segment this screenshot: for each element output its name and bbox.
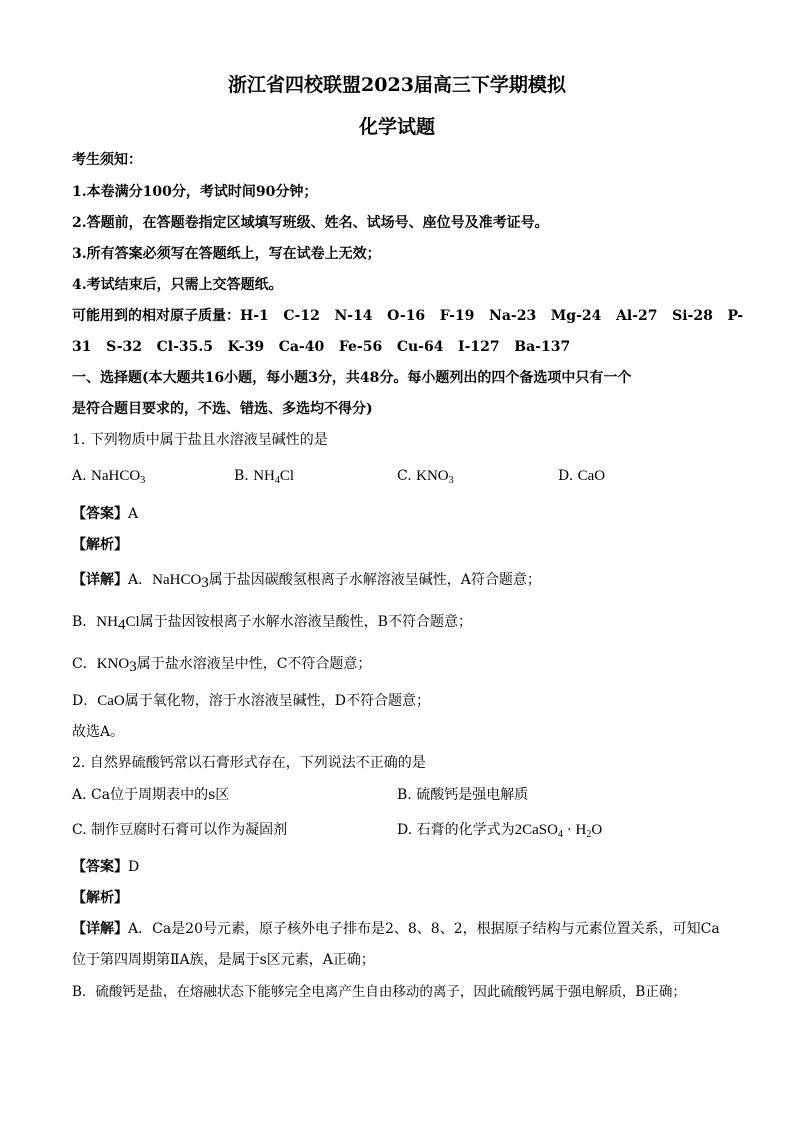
detail-tag: 【详解】 [72, 572, 128, 588]
question-1-stem: 1. 下列物质中属于盐且水溶液呈碱性的是 [72, 432, 328, 448]
q1-option-a-subscript: 3 [140, 475, 146, 486]
q2-analysis-tag: 【解析】 [72, 890, 128, 906]
q1-option-b-formula: NH [253, 468, 275, 484]
q2-option-d-subscript-1: 4 [557, 829, 563, 840]
q1-option-a-formula: NaHCO [91, 468, 141, 484]
q2-option-d-subscript-2: 2 [586, 829, 592, 840]
q1-analysis-tag: 【解析】 [72, 537, 128, 553]
exam-title: 浙江省四校联盟2023届高三下学期模拟 [228, 74, 566, 96]
explanation-formula: CaO [97, 693, 125, 709]
q2-option-d-formula-tail: O [591, 822, 603, 838]
explanation-text: 属于氧化物，溶于水溶液呈碱性，D不符合题意； [124, 693, 430, 709]
q1-option-a [72, 466, 145, 491]
explanation-text: 属于盐因铵根离子水解水溶液呈酸性，B不符合题意； [139, 614, 472, 630]
notice-item-1: 1.本卷满分100分，考试时间90分钟； [72, 184, 318, 200]
section-heading-line-2: 是符合题目要求的，不选、错选、多选均不得分) [72, 401, 373, 417]
explanation-lead: A． [128, 572, 153, 588]
explanation-subscript: 3 [201, 575, 209, 591]
explanation-lead: B． [72, 614, 97, 630]
explanation-subscript: 3 [129, 659, 137, 675]
q2-option-c: C. 制作豆腐时石膏可以作为凝固剂 [72, 822, 288, 838]
q1-answer [72, 504, 138, 524]
explanation-formula: KNO [96, 656, 130, 672]
q1-explanation-c [72, 654, 371, 677]
q1-option-c [397, 466, 454, 491]
q1-option-c-formula: KNO [416, 468, 449, 484]
atomic-masses-line-2: 31 S-32 Cl-35.5 K-39 Ca-40 Fe-56 Cu-64 I-127 Ba-137 [72, 339, 571, 355]
atomic-masses-line-1: 可能用到的相对原子质量：H-1 C-12 N-14 O-16 F-19 Na-23 Mg-24 Al-27 Si-28 P- [72, 308, 744, 324]
notice-item-3: 3.所有答案必须写在答题纸上，写在试卷上无效； [72, 246, 381, 262]
notice-item-2: 2.答题前，在答题卷指定区域填写班级、姓名、试场号、座位号及准考证号。 [72, 215, 549, 231]
q1-option-a-label: A. [72, 468, 87, 484]
q2-option-d-formula-mid: · H [562, 822, 587, 838]
q2-answer [72, 857, 139, 877]
q1-option-d [558, 466, 605, 486]
q1-explanation-b [72, 612, 472, 635]
notice-item-4: 4.考试结束后，只需上交答题纸。 [72, 277, 283, 293]
q1-option-d-label: D. [558, 468, 574, 484]
detail-text: A．Ca是20号元素，原子核外电子排布是2、8、8、2，根据原子结构与元素位置关系，可知Ca [128, 921, 720, 937]
detail-tag: 【详解】 [72, 921, 128, 937]
q1-option-b-subscript: 4 [274, 475, 280, 486]
q1-explanation-a [72, 570, 541, 593]
explanation-formula-tail: Cl [125, 614, 140, 630]
q2-detail-line-1 [72, 919, 720, 939]
explanation-lead: C． [72, 656, 97, 672]
notice-heading: 考生须知： [72, 152, 142, 168]
q1-option-b-label: B. [234, 468, 249, 484]
explanation-subscript: 4 [117, 617, 126, 633]
q1-option-c-label: C. [397, 468, 412, 484]
q1-option-b [234, 466, 294, 491]
explanation-text: 属于盐水溶液呈中性，C不符合题意； [136, 656, 372, 672]
q2-option-d [397, 820, 602, 845]
explanation-lead: D． [72, 693, 98, 709]
q1-option-d-formula: CaO [577, 468, 606, 484]
section-heading-line-1: 一、选择题(本大题共16小题，每小题3分，共48分。每小题列出的四个备选项中只有一个 [72, 370, 632, 386]
q2-option-d-text: D. 石膏的化学式为 [397, 822, 515, 838]
q1-option-b-formula-tail: Cl [279, 468, 295, 484]
explanation-text: 属于盐因碳酸氢根离子水解溶液呈碱性，A符合题意； [208, 572, 541, 588]
q2-option-d-formula: 2CaSO [514, 822, 558, 838]
explanation-formula: NaHCO [152, 572, 202, 588]
q1-explanation-d [72, 691, 430, 711]
answer-tag: 【答案】 [72, 859, 128, 875]
q2-detail-line-3: B．硫酸钙是盐，在熔融状态下能够完全电离产生自由移动的离子，因此硫酸钙属于强电解质，B正确； [72, 984, 686, 1000]
explanation-formula: NH [96, 614, 118, 630]
q2-option-b: B. 硫酸钙是强电解质 [397, 787, 529, 803]
answer-value: D [128, 859, 140, 875]
q2-detail-line-2: 位于第四周期第ⅡA族，是属于s区元素，A正确； [72, 952, 375, 968]
answer-tag: 【答案】 [72, 506, 128, 522]
q1-option-c-subscript: 3 [448, 475, 454, 486]
q2-option-a: A. Ca位于周期表中的s区 [72, 787, 230, 803]
q1-conclusion: 故选A。 [72, 724, 125, 740]
question-2-stem: 2. 自然界硫酸钙常以石膏形式存在，下列说法不正确的是 [72, 755, 426, 771]
exam-subtitle: 化学试题 [358, 116, 435, 138]
answer-value: A [128, 506, 139, 522]
